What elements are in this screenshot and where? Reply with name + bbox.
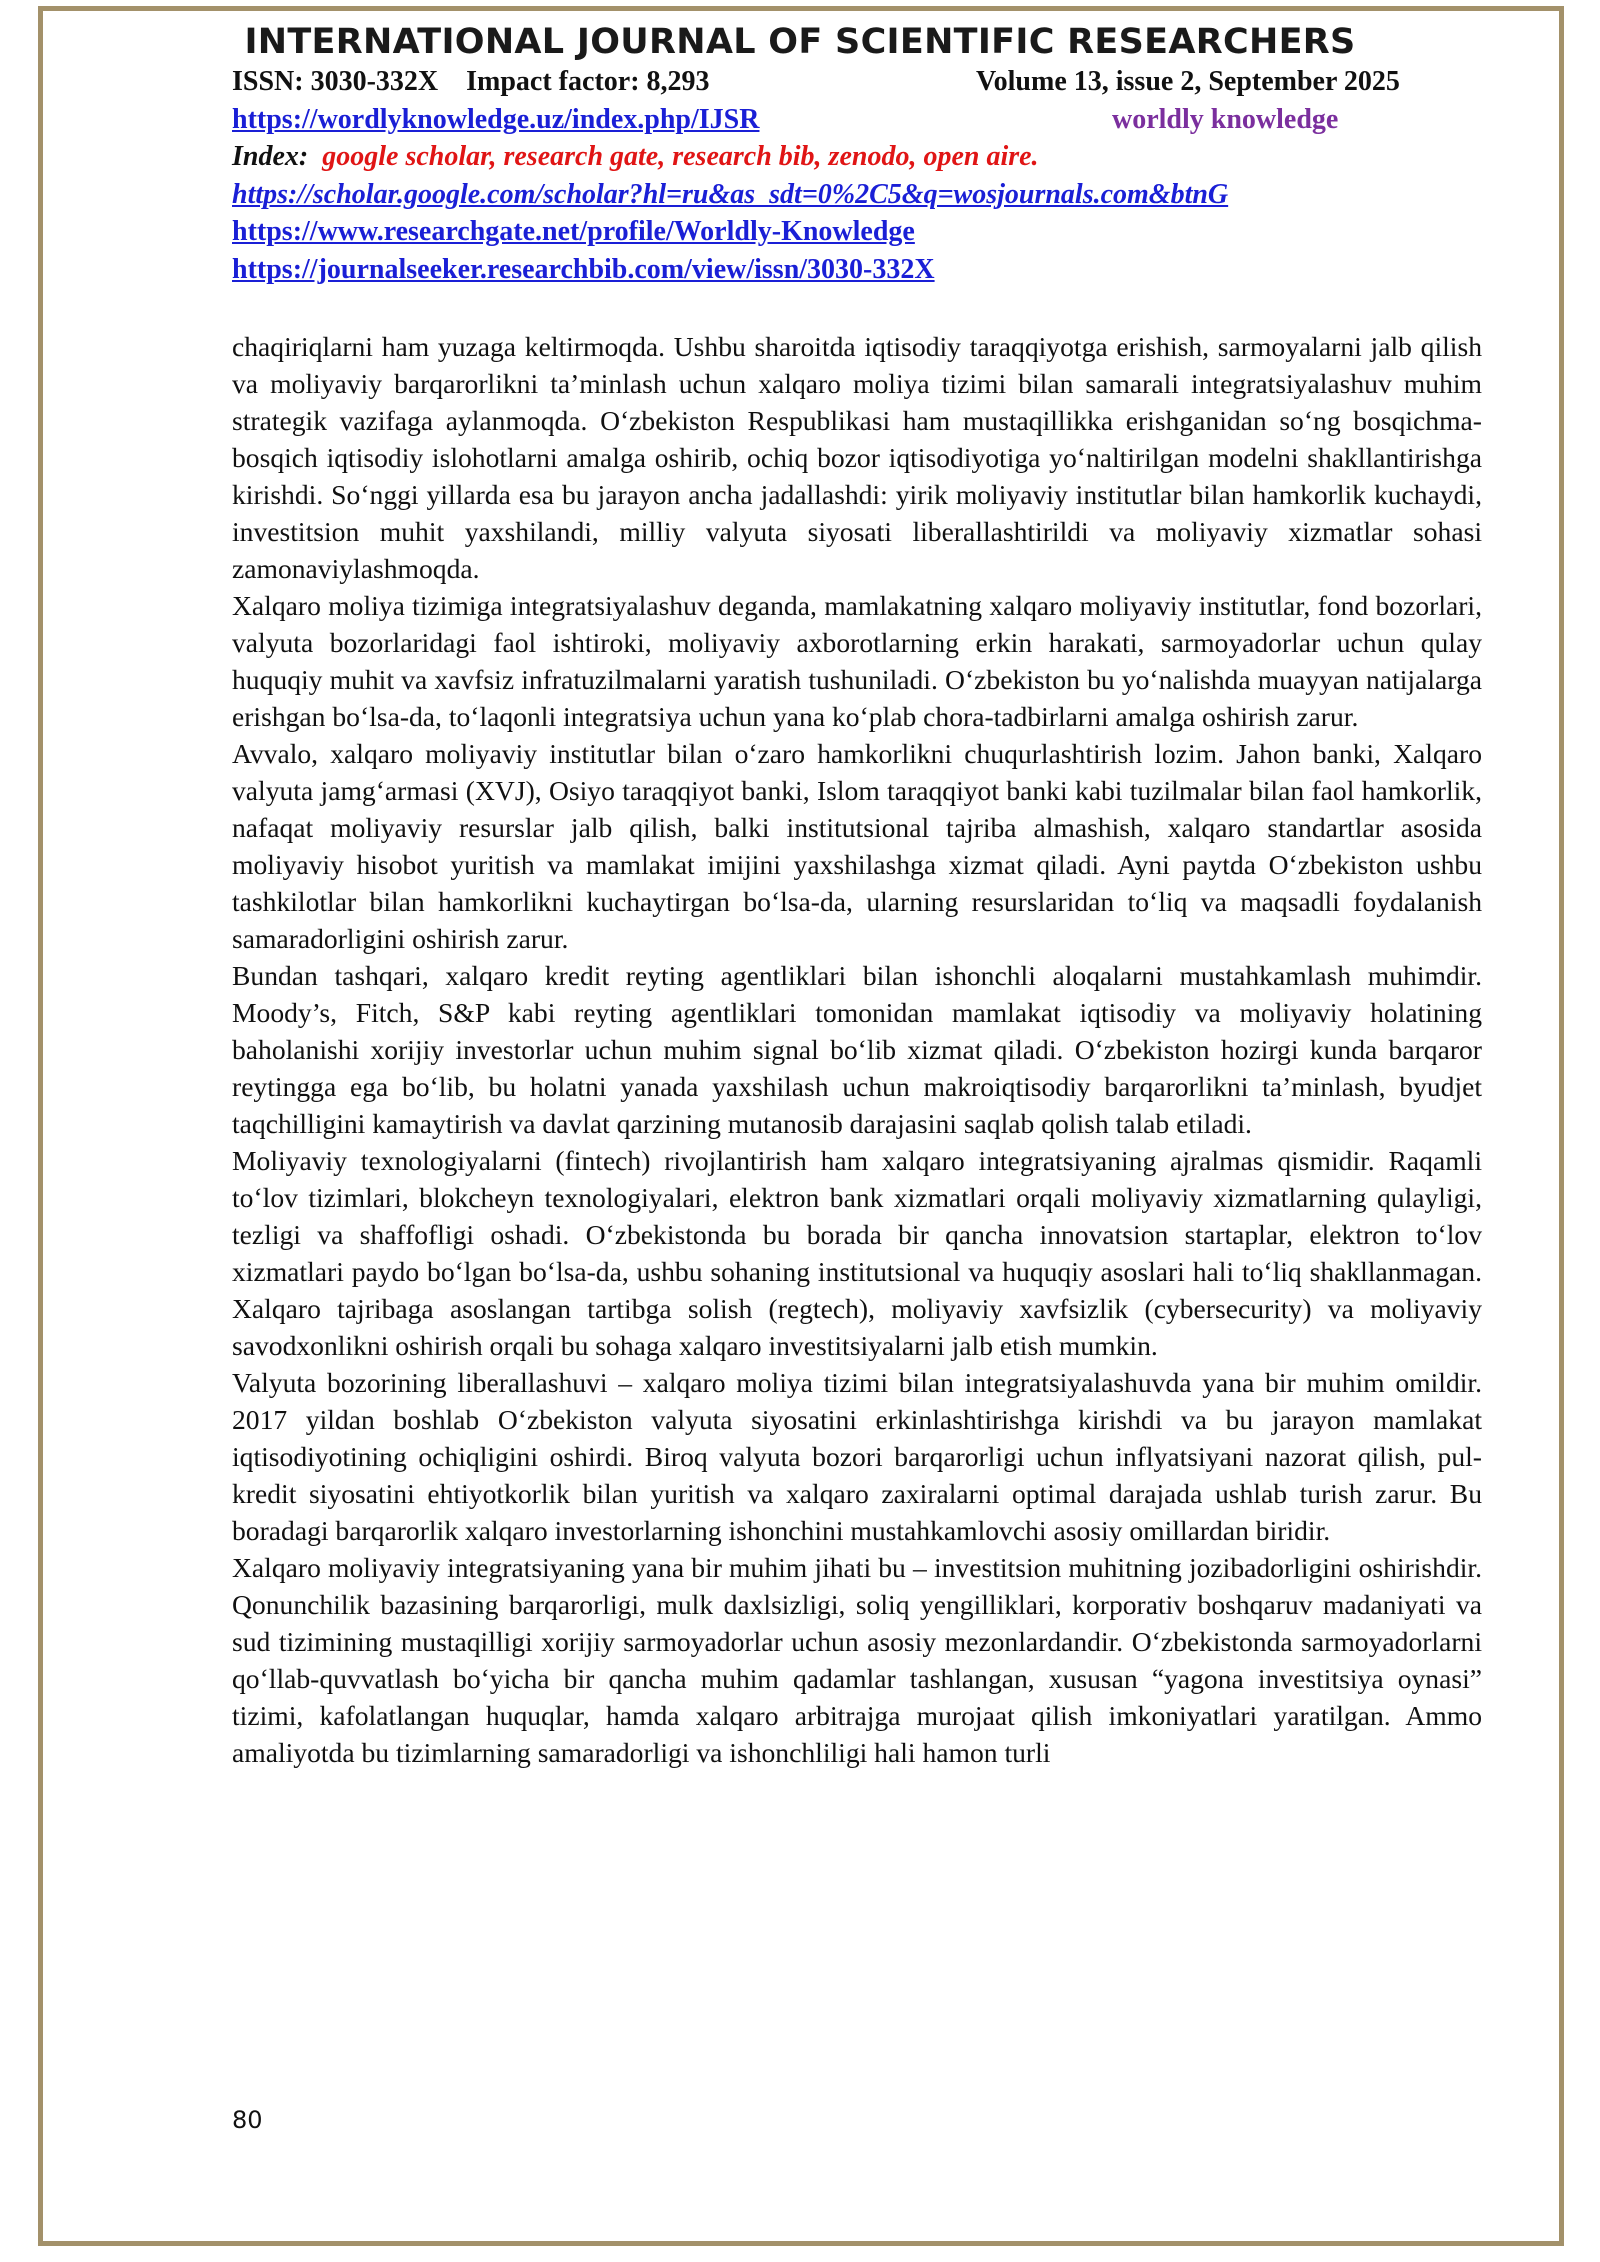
paragraph: Avvalo, xalqaro moliyaviy institutlar bilan o‘zaro hamkorlikni chuqurlashtirish lozim. Jahon banki, Xalqaro valyuta jamg‘armasi (XVJ), Osiyo taraqqiyot banki, Islom taraqqiyot banki kabi tuzilmalar bilan faol hamkorlik, nafaqat moliyaviy resurslar jalb qilish, balki institutsional tajriba almashish, xalqaro standartlar asosida moliyaviy hisobot yuritish va mamlakat imijini yaxshilashga xizmat qiladi. Ayni paytda O‘zbekiston ushbu tashkilotlar bilan hamkorlikni kuchaytirgan bo‘lsa-da, ularning resurslaridan to‘liq va maqsadli foydalanish samaradorligini oshirish zarur.: [232, 738, 1482, 954]
scholar-line: [232, 178, 1482, 212]
researchgate-line: [232, 215, 1482, 249]
index-label: Index:: [232, 141, 309, 172]
researchgate-link[interactable]: https://www.researchgate.net/profile/Worldly-Knowledge: [232, 216, 915, 247]
researchbib-line: [232, 253, 1482, 287]
paragraph: Xalqaro moliyaviy integratsiyaning yana bir muhim jihati bu – investitsion muhitning jozibadorligini oshirishdir. Qonunchilik bazasining barqarorligi, mulk daxlsizligi, soliq yengilliklari, korporativ boshqaruv madaniyati va sud tizimining mustaqilligi xorijiy sarmoyadorlar uchun asosiy mezonlardandir. O‘zbekistonda sarmoyadorlarni qo‘llab-quvvatlash bo‘yicha bir qancha muhim qadamlar tashlangan, xususan “yagona investitsiya oynasi” tizimi, kafolatlangan huquqlar, hamda xalqaro arbitrajga murojaat qilish imkoniyatlari yaratilgan. Ammo amaliyotda bu tizimlarning samaradorligi va ishonchliligi hali hamon turli: [232, 1552, 1482, 1768]
page-number: 80: [232, 2106, 263, 2134]
paragraph: Valyuta bozorining liberallashuvi – xalqaro moliya tizimi bilan integratsiyalashuvda yana bir muhim omildir. 2017 yildan boshlab O‘zbekiston valyuta siyosatini erkinlashtirishga kirishdi va bu jarayon mamlakat iqtisodiyotining ochiqligini oshirdi. Biroq valyuta bozori barqarorligi uchun inflyatsiyani nazorat qilish, pul-kredit siyosatini ehtiyotkorlik bilan yuritish va xalqaro zaxiralarni optimal darajada ushlab turish zarur. Bu boradagi barqarorlik xalqaro investorlarning ishonchini mustahkamlovchi asosiy omillardan biridir.: [232, 1367, 1482, 1546]
volume-issue: Volume 13, issue 2, September 2025: [976, 66, 1400, 97]
index-line: [232, 140, 1482, 174]
paragraph: Xalqaro moliya tizimiga integratsiyalashuv deganda, mamlakatning xalqaro moliyaviy institutlar, fond bozorlari, valyuta bozorlaridagi faol ishtiroki, moliyaviy axborotlarning erkin harakati, sarmoyadorlar uchun qulay huquqiy muhit va xavfsiz infratuzilmalarni yaratish tushuniladi. O‘zbekiston bu yo‘nalishda muayyan natijalarga erishgan bo‘lsa-da, to‘laqonli integratsiya uchun yana ko‘plab chora-tadbirlarni amalga oshirish zarur.: [232, 590, 1482, 732]
researchbib-link[interactable]: https://journalseeker.researchbib.com/view/issn/3030-332X: [232, 254, 935, 285]
impact-factor: Impact factor: 8,293: [466, 66, 710, 97]
paragraph: Moliyaviy texnologiyalarni (fintech) rivojlantirish ham xalqaro integratsiyaning ajralmas qismidir. Raqamli to‘lov tizimlari, blokcheyn texnologiyalari, elektron bank xizmatlari orqali moliyaviy xizmatlarning qulayligi, tezligi va shaffofligi oshadi. O‘zbekistonda bu borada bir qancha innovatsion startaplar, elektron to‘lov xizmatlari paydo bo‘lgan bo‘lsa-da, ushbu sohaning institutsional va huquqiy asoslari hali to‘liq shakllanmagan. Xalqaro tajribaga asoslangan tartibga solish (regtech), moliyaviy xavfsizlik (cybersecurity) va moliyaviy savodxonlikni oshirish orqali bu sohaga xalqaro investitsiyalarni jalb etish mumkin.: [232, 1145, 1482, 1361]
index-list: google scholar, research gate, research bib, zenodo, open aire.: [322, 141, 1039, 172]
paragraph: Bundan tashqari, xalqaro kredit reyting agentliklari bilan ishonchli aloqalarni mustahkamlash muhimdir. Moody’s, Fitch, S&P kabi reyting agentliklari tomonidan mamlakat iqtisodiy va moliyaviy holatining baholanishi xorijiy investorlar uchun muhim signal bo‘lib xizmat qiladi. O‘zbekiston hozirgi kunda barqaror reytingga ega bo‘lib, bu holatni yanada yaxshilash uchun makroiqtisodiy barqarorlikni ta’minlash, byudjet taqchilligini kamaytirish va davlat qarzining mutanosib darajasini saqlab qolish talab etiladi.: [232, 960, 1482, 1139]
article-body: [232, 328, 1482, 1771]
issn-line: [232, 65, 1482, 99]
publisher-name: worldly knowledge: [1112, 104, 1339, 135]
paragraph: chaqiriqlarni ham yuzaga keltirmoqda. Ushbu sharoitda iqtisodiy taraqqiyotga erishish, sarmoyalarni jalb qilish va moliyaviy barqarorlikni ta’minlash uchun xalqaro moliya tizimi bilan samarali integratsiyalashuv muhim strategik vazifaga aylanmoqda. O‘zbekiston Respublikasi ham mustaqillikka erishganidan so‘ng bosqichma-bosqich iqtisodiy islohotlarni amalga oshirib, ochiq bozor iqtisodiyotiga yo‘naltirilgan modelni shakllantirishga kirishdi. So‘nggi yillarda esa bu jarayon ancha jadallashdi: yirik moliyaviy institutlar bilan hamkorlik kuchaydi, investitsion muhit yaxshilandi, milliy valyuta siyosati liberallashtirildi va moliyaviy xizmatlar sohasi zamonaviylashmoqda.: [232, 331, 1482, 584]
google-scholar-link[interactable]: https://scholar.google.com/scholar?hl=ru&as_sdt=0%2C5&q=wosjournals.com&btnG: [232, 179, 1229, 210]
journal-title: INTERNATIONAL JOURNAL OF SCIENTIFIC RESEARCHERS: [244, 22, 1356, 62]
issn: ISSN: 3030-332X: [232, 66, 439, 97]
journal-url-link[interactable]: https://wordlyknowledge.uz/index.php/IJSR: [232, 104, 760, 135]
journal-url-line: [232, 103, 1482, 137]
